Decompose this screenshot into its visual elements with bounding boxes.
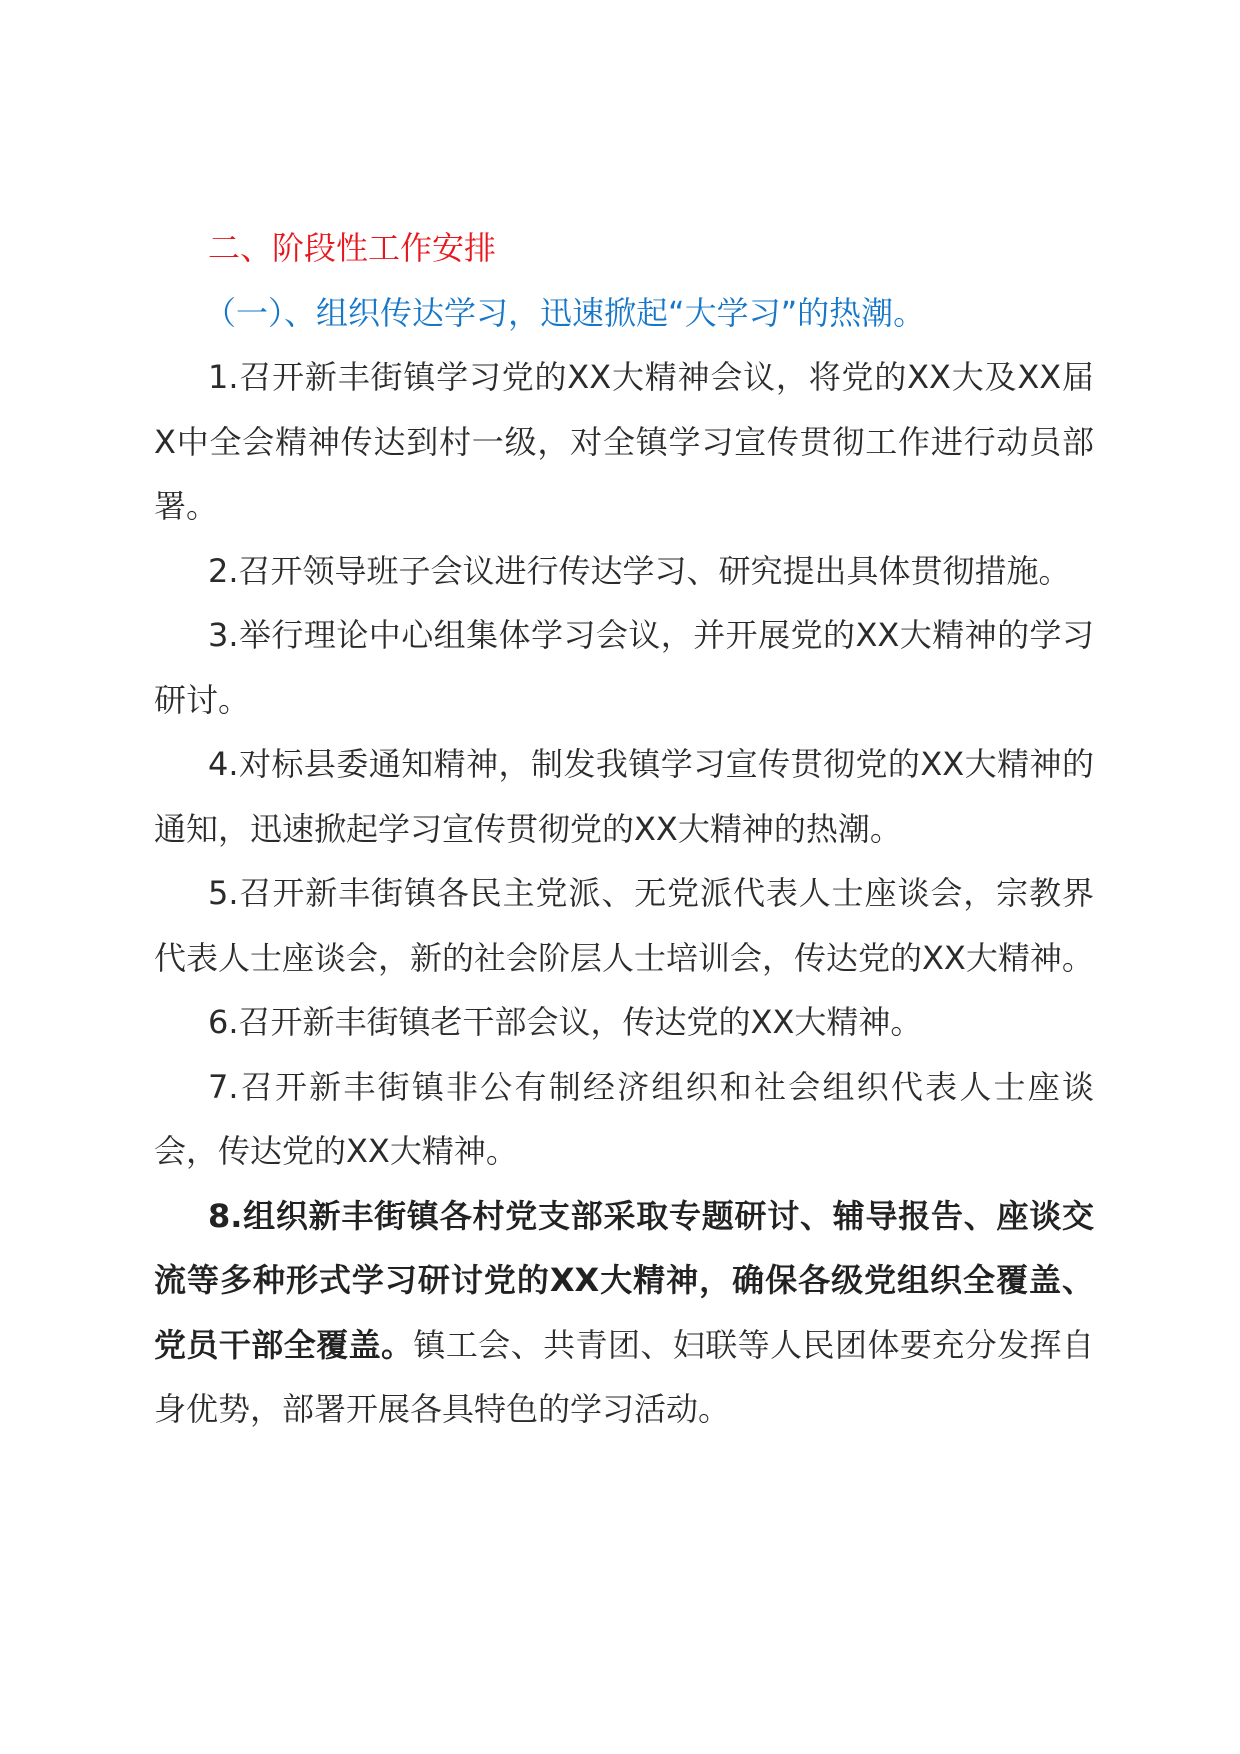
list-item-6: 6.召开新丰街镇老干部会议，传达党的XX大精神。 [208, 1003, 923, 1041]
list-item-1: 1.召开新丰街镇学习党的XX大精神会议，将党的XX大及XX届X中全会精神传达到村一级，对全镇学习宣传贯彻工作进行动员部署。 [154, 358, 1094, 525]
list-item-2: 2.召开领导班子会议进行传达学习、研究提出具体贯彻措施。 [208, 551, 1071, 590]
list-item-4: 4.对标县委通知精神，制发我镇学习宣传贯彻党的XX大精神的通知，迅速掀起学习宣传贯彻党的XX大精神的热潮。 [154, 745, 1094, 848]
list-item-8 [154, 1184, 1094, 1442]
document-body [154, 216, 1094, 1442]
list-item-8-text: 镇工会、共青团、妇联等人民团体要充分发挥自身优势，部署开展各具特色的学习活动。 [154, 1325, 1094, 1428]
subsection-heading: （一）、组织传达学习，迅速掀起“大学习”的热潮。 [204, 293, 926, 332]
list-item-7: 7.召开新丰街镇非公有制经济组织和社会组织代表人士座谈会，传达党的XX大精神。 [154, 1067, 1094, 1170]
list-item-3: 3.举行理论中心组集体学习会议，并开展党的XX大精神的学习研讨。 [154, 616, 1094, 719]
section-heading: 二、阶段性工作安排 [208, 229, 497, 267]
list-item-5: 5.召开新丰街镇各民主党派、无党派代表人士座谈会，宗教界代表人士座谈会，新的社会阶层人士培训会，传达党的XX大精神。 [154, 874, 1094, 977]
list-item-8-bold-text: 8.组织新丰街镇各村党支部采取专题研讨、辅导报告、座谈交流等多种形式学习研讨党的XX大精神，确保各级党组织全覆盖、党员干部全覆盖。 [154, 1196, 1094, 1364]
